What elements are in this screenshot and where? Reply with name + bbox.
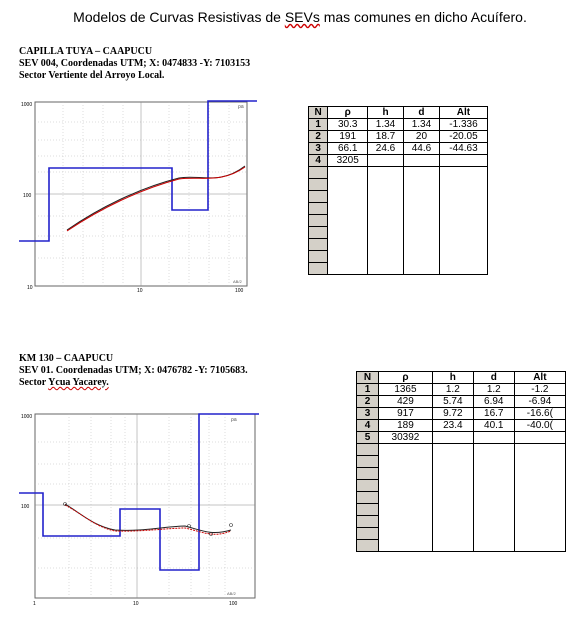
table-cell-empty [328,239,368,251]
table-cell-empty [439,239,487,251]
sev1-col-header: ρ [328,107,368,119]
table-cell-empty [379,492,433,504]
sev2-sector-prefix: Sector [19,377,49,388]
table-cell-empty [368,191,404,203]
table-cell-empty [379,504,433,516]
table-cell: 4 [309,155,328,167]
table-cell-empty [403,179,439,191]
table-cell-empty [328,191,368,203]
table-cell-empty [439,179,487,191]
sev1-x-end-label: 100 [235,288,244,292]
table-cell-empty [514,504,565,516]
table-cell [473,432,514,444]
table-cell-empty [439,263,487,275]
sev2-y-mid-label: 100 [21,504,30,510]
table-cell-empty [439,203,487,215]
table-cell: 189 [379,420,433,432]
table-cell: 1.2 [473,384,514,396]
table-cell-empty [309,227,328,239]
table-cell-empty [357,468,379,480]
sev2-sector [19,377,248,389]
sev2-results-table [356,371,566,552]
sev2-corner-label: AB/2 [227,591,236,596]
sev2-location: KM 130 – CAAPUCU [19,353,114,364]
sev2-header [19,353,248,389]
table-cell-empty [368,203,404,215]
table-cell: -1.2 [514,384,565,396]
table-cell-empty [473,492,514,504]
table-cell: -1.336 [439,119,487,131]
table-cell-empty [368,263,404,275]
table-cell-empty [432,504,473,516]
table-row-empty [357,456,566,468]
table-cell: 2 [357,396,379,408]
table-cell-empty [432,456,473,468]
title-part-1: Modelos de Curvas Resistivas de [73,9,285,25]
table-cell: 1.34 [403,119,439,131]
table-cell-empty [357,504,379,516]
sev1-y-top-label: 1000 [21,102,33,108]
sev2-x-end-label: 100 [229,601,238,606]
table-cell: 1 [309,119,328,131]
table-cell-empty [514,492,565,504]
sev1-y-mid-label: 100 [23,193,32,199]
table-cell-empty [514,516,565,528]
table-cell-empty [328,263,368,275]
table-cell-empty [379,540,433,552]
table-cell-empty [403,251,439,263]
table-row [309,155,488,167]
table-cell-empty [439,191,487,203]
table-cell-empty [328,179,368,191]
table-cell: 5.74 [432,396,473,408]
table-cell-empty [439,215,487,227]
table-row-empty [357,516,566,528]
table-cell: 44.6 [403,143,439,155]
table-cell: -40.0( [514,420,565,432]
table-cell: 30.3 [328,119,368,131]
page-title [40,9,560,25]
table-cell-empty [309,167,328,179]
table-row [357,432,566,444]
table-row-empty [357,480,566,492]
table-cell-empty [432,480,473,492]
table-cell-empty [379,456,433,468]
table-cell: 6.94 [473,396,514,408]
table-cell-empty [473,528,514,540]
sev2-rho-label: ρa [231,417,237,423]
table-cell: 4 [357,420,379,432]
sev1-sector: Sector Vertiente del Arroyo Local. [19,70,165,81]
sev2-coordinates: SEV 01. Coordenadas UTM; X: 0476782 -Y: 7105683. [19,365,248,376]
sev1-coordinates: SEV 004, Coordenadas UTM; X: 0474833 -Y: 7103153 [19,58,251,69]
table-cell: 1365 [379,384,433,396]
table-row-empty [357,528,566,540]
table-cell-empty [473,456,514,468]
sev2-col-header: Alt [514,372,565,384]
table-row-empty [309,179,488,191]
table-cell-empty [432,540,473,552]
table-row [357,384,566,396]
table-row [357,396,566,408]
table-cell: 30392 [379,432,433,444]
table-cell-empty [473,480,514,492]
table-row [357,420,566,432]
table-cell-empty [368,239,404,251]
table-cell [439,155,487,167]
table-cell: 9.72 [432,408,473,420]
table-cell-empty [439,251,487,263]
table-row-empty [309,227,488,239]
table-cell-empty [357,480,379,492]
table-cell-empty [328,227,368,239]
table-cell-empty [403,191,439,203]
sev2-sector-name: Ycua Yacarey. [48,377,109,388]
table-cell: 917 [379,408,433,420]
table-cell [432,432,473,444]
table-row-empty [309,251,488,263]
table-cell: 191 [328,131,368,143]
table-cell-empty [368,167,404,179]
table-cell-empty [357,540,379,552]
table-cell: -44.63 [439,143,487,155]
sev1-corner-label: AB/2 [233,279,242,284]
sev1-x-mid-label: 10 [137,288,143,292]
sev2-x-start-label: 1 [33,601,36,606]
sev1-col-header: h [368,107,404,119]
sev1-location: CAPILLA TUYA – CAAPUCU [19,46,153,57]
table-cell-empty [309,251,328,263]
table-row [309,119,488,131]
table-cell-empty [309,239,328,251]
table-cell: 3 [357,408,379,420]
table-cell-empty [328,203,368,215]
table-cell-empty [368,227,404,239]
table-cell-empty [432,444,473,456]
sev2-resistivity-plot [19,412,261,606]
table-cell: 24.6 [368,143,404,155]
sev2-col-header: ρ [379,372,433,384]
table-cell: 40.1 [473,420,514,432]
table-cell-empty [357,516,379,528]
table-cell: 3 [309,143,328,155]
sev1-y-bot-label: 10 [27,285,33,291]
table-cell-empty [357,456,379,468]
table-row-empty [309,263,488,275]
table-cell-empty [379,480,433,492]
table-cell-empty [403,203,439,215]
sev1-col-header: N [309,107,328,119]
table-cell-empty [309,263,328,275]
table-cell-empty [309,215,328,227]
table-row-empty [357,444,566,456]
table-cell-empty [514,480,565,492]
sev1-resistivity-plot [19,100,261,292]
title-part-2: mas comunes en dicho Acuífero. [319,9,527,25]
table-row-empty [309,191,488,203]
table-cell: 429 [379,396,433,408]
table-cell-empty [403,239,439,251]
table-row [309,131,488,143]
table-row-empty [357,540,566,552]
table-cell-empty [432,492,473,504]
table-cell-empty [473,540,514,552]
table-cell: -16.6( [514,408,565,420]
table-cell [514,432,565,444]
table-cell-empty [357,444,379,456]
sev1-rho-label: ρa [238,104,244,110]
sev2-col-header: h [432,372,473,384]
table-cell-empty [379,468,433,480]
table-cell-empty [473,504,514,516]
table-cell: 5 [357,432,379,444]
table-row [357,408,566,420]
table-cell-empty [514,444,565,456]
sev2-col-header: d [473,372,514,384]
table-row-empty [309,203,488,215]
table-cell-empty [473,516,514,528]
table-cell-empty [328,167,368,179]
table-cell: 1.2 [432,384,473,396]
table-cell-empty [357,492,379,504]
table-cell-empty [309,179,328,191]
sev2-table-header [357,372,566,384]
table-cell: 18.7 [368,131,404,143]
table-cell-empty [309,191,328,203]
table-cell-empty [473,444,514,456]
table-cell: -20.05 [439,131,487,143]
table-cell-empty [403,263,439,275]
table-row-empty [357,492,566,504]
table-cell: 1 [357,384,379,396]
table-row-empty [309,167,488,179]
table-row-empty [357,468,566,480]
sev1-header [19,46,250,82]
sev2-x-mid-label: 10 [133,601,139,606]
table-cell-empty [379,528,433,540]
table-cell-empty [379,516,433,528]
table-cell: 3205 [328,155,368,167]
table-cell-empty [432,516,473,528]
table-cell: 23.4 [432,420,473,432]
table-cell [368,155,404,167]
table-row-empty [357,504,566,516]
table-cell-empty [368,251,404,263]
table-cell-empty [368,215,404,227]
table-cell-empty [379,444,433,456]
table-cell-empty [328,251,368,263]
table-cell [403,155,439,167]
table-cell: 20 [403,131,439,143]
sev1-results-table [308,106,488,275]
table-cell-empty [514,540,565,552]
table-row [309,143,488,155]
table-cell-empty [403,167,439,179]
sev2-y-top-label: 1000 [21,414,33,420]
table-cell-empty [368,179,404,191]
table-cell-empty [328,215,368,227]
table-cell: 2 [309,131,328,143]
table-cell: 66.1 [328,143,368,155]
table-cell-empty [514,456,565,468]
table-cell: -6.94 [514,396,565,408]
table-cell-empty [357,528,379,540]
title-sevs: SEVs [284,9,320,25]
table-row-empty [309,239,488,251]
table-cell-empty [514,528,565,540]
sev1-col-header: d [403,107,439,119]
table-cell-empty [403,227,439,239]
sev1-col-header: Alt [439,107,487,119]
table-cell-empty [432,528,473,540]
table-cell-empty [439,227,487,239]
sev2-col-header: N [357,372,379,384]
table-cell-empty [473,468,514,480]
table-cell-empty [432,468,473,480]
table-cell-empty [403,215,439,227]
table-cell: 16.7 [473,408,514,420]
table-cell: 1.34 [368,119,404,131]
table-cell-empty [514,468,565,480]
table-cell-empty [439,167,487,179]
table-row-empty [309,215,488,227]
table-cell-empty [309,203,328,215]
sev1-table-header [309,107,488,119]
